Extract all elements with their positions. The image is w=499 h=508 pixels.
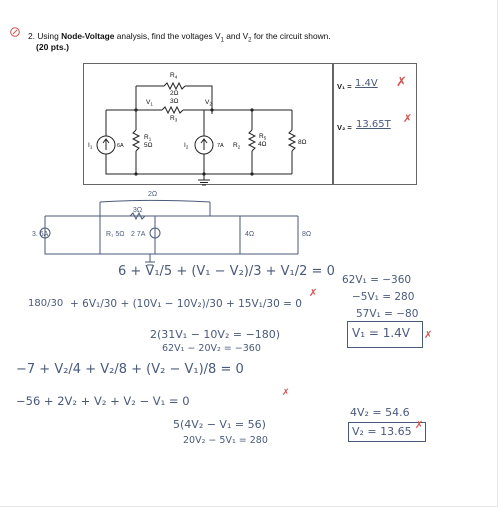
r5-resistor: [289, 130, 295, 151]
work-eq8: 20V₂ − 5V₁ = 280: [183, 435, 268, 446]
problem-lead: Using: [37, 31, 62, 41]
work-eq2b: + 6V₁/30 + (10V₁ − 10V₂)/30 + 15V₁/30 = 0: [70, 298, 302, 310]
r4-label: $R_4$: [170, 72, 178, 80]
i1-label: $I_1$: [88, 142, 93, 150]
i2-value: 7A: [217, 143, 224, 149]
sketch-r5: 8Ω: [302, 231, 312, 238]
side-calc-3: 57V₁ = −80: [356, 308, 419, 320]
work-eq5: −7 + V₂/4 + V₂/8 + (V₂ − V₁)/8 = 0: [16, 362, 244, 377]
work-mark2: ✗: [282, 388, 290, 398]
problem-method: Node-Voltage: [61, 31, 115, 41]
r1-resistor: [133, 130, 139, 151]
r4-resistor: [164, 83, 185, 89]
i2-label: $I_2$: [184, 142, 189, 150]
problem-sub2: 2: [248, 37, 252, 44]
work-eq4: 62V₁ − 20V₂ = −360: [162, 343, 261, 354]
sketch-r4: 2Ω: [148, 191, 158, 198]
v2-wrong-mark: ✗: [403, 112, 413, 125]
problem-rest: analysis, find the voltages V: [114, 31, 221, 41]
handwritten-circuit-sketch: [30, 188, 330, 268]
v1-answer-value[interactable]: 1.4V: [355, 78, 378, 89]
r1-label: $R_1$: [144, 134, 152, 142]
r3-resistor: [162, 107, 183, 113]
problem-statement: [28, 31, 331, 45]
problem-mid: and V: [223, 31, 249, 41]
sketch-i2: 2 7A: [131, 231, 146, 238]
sketch-r2: 4Ω: [245, 231, 255, 238]
answer-box: [333, 63, 417, 185]
r1-value: 5Ω: [144, 142, 153, 149]
problem-points: (20 pts.): [36, 42, 69, 52]
side-mark-2: ✗: [415, 420, 424, 431]
annotation-pen-icon[interactable]: [10, 27, 20, 37]
sketch-r1: R₁ 5Ω: [106, 231, 125, 238]
work-eq7: 5(4V₂ − V₁ = 56): [173, 418, 266, 431]
side-calc-1: 62V₁ = −360: [342, 274, 412, 286]
current-source-i1: [97, 136, 115, 154]
side-answer-2: V₂ = 13.65: [352, 425, 412, 438]
v2-answer-label: V₂ =: [337, 123, 352, 132]
side-calc-4: 4V₂ = 54.6: [350, 406, 410, 419]
work-eq1: 6 + V₁/5 + (V₁ − V₂)/3 + V₁/2 = 0: [118, 264, 335, 279]
r4-value: 2Ω: [170, 90, 179, 97]
r3-value: 3Ω: [170, 98, 179, 105]
r2-label: $R_2$: [233, 142, 241, 150]
v2-answer-value[interactable]: 13.65T: [356, 119, 391, 130]
r3-label: $R_3$: [170, 115, 178, 123]
r2-value: 4Ω: [258, 141, 267, 148]
sketch-i1: 3. 6A: [32, 231, 49, 238]
problem-sub1: 1: [220, 37, 224, 44]
r5-label: $R_5$: [259, 133, 267, 141]
v1-wrong-mark: ✗: [396, 75, 407, 90]
current-source-i2: [195, 136, 213, 154]
work-eq2a: 180/30: [28, 298, 64, 309]
v2-label: $V_2$: [205, 99, 212, 107]
r5-value: 8Ω: [298, 139, 307, 146]
circuit-diagram: [84, 64, 334, 186]
v1-answer-label: V₁ =: [337, 82, 352, 91]
work-mark1: ✗: [309, 288, 318, 299]
side-answer-1: V₁ = 1.4V: [352, 326, 410, 340]
r2-resistor: [249, 130, 255, 151]
side-calc-2: −5V₁ = 280: [352, 291, 415, 303]
sketch-r3: 3Ω: [133, 207, 143, 214]
problem-number: 2.: [28, 31, 35, 41]
problem-end: for the circuit shown.: [251, 31, 331, 41]
circuit-diagram-box: [83, 63, 333, 185]
work-eq6: −56 + 2V₂ + V₂ + V₂ − V₁ = 0: [16, 394, 190, 408]
i1-value: 6A: [117, 143, 124, 149]
work-eq3: 2(31V₁ − 10V₂ = −180): [150, 328, 281, 341]
side-mark-1: ✗: [424, 330, 433, 341]
v1-label: $V_1$: [146, 99, 153, 107]
